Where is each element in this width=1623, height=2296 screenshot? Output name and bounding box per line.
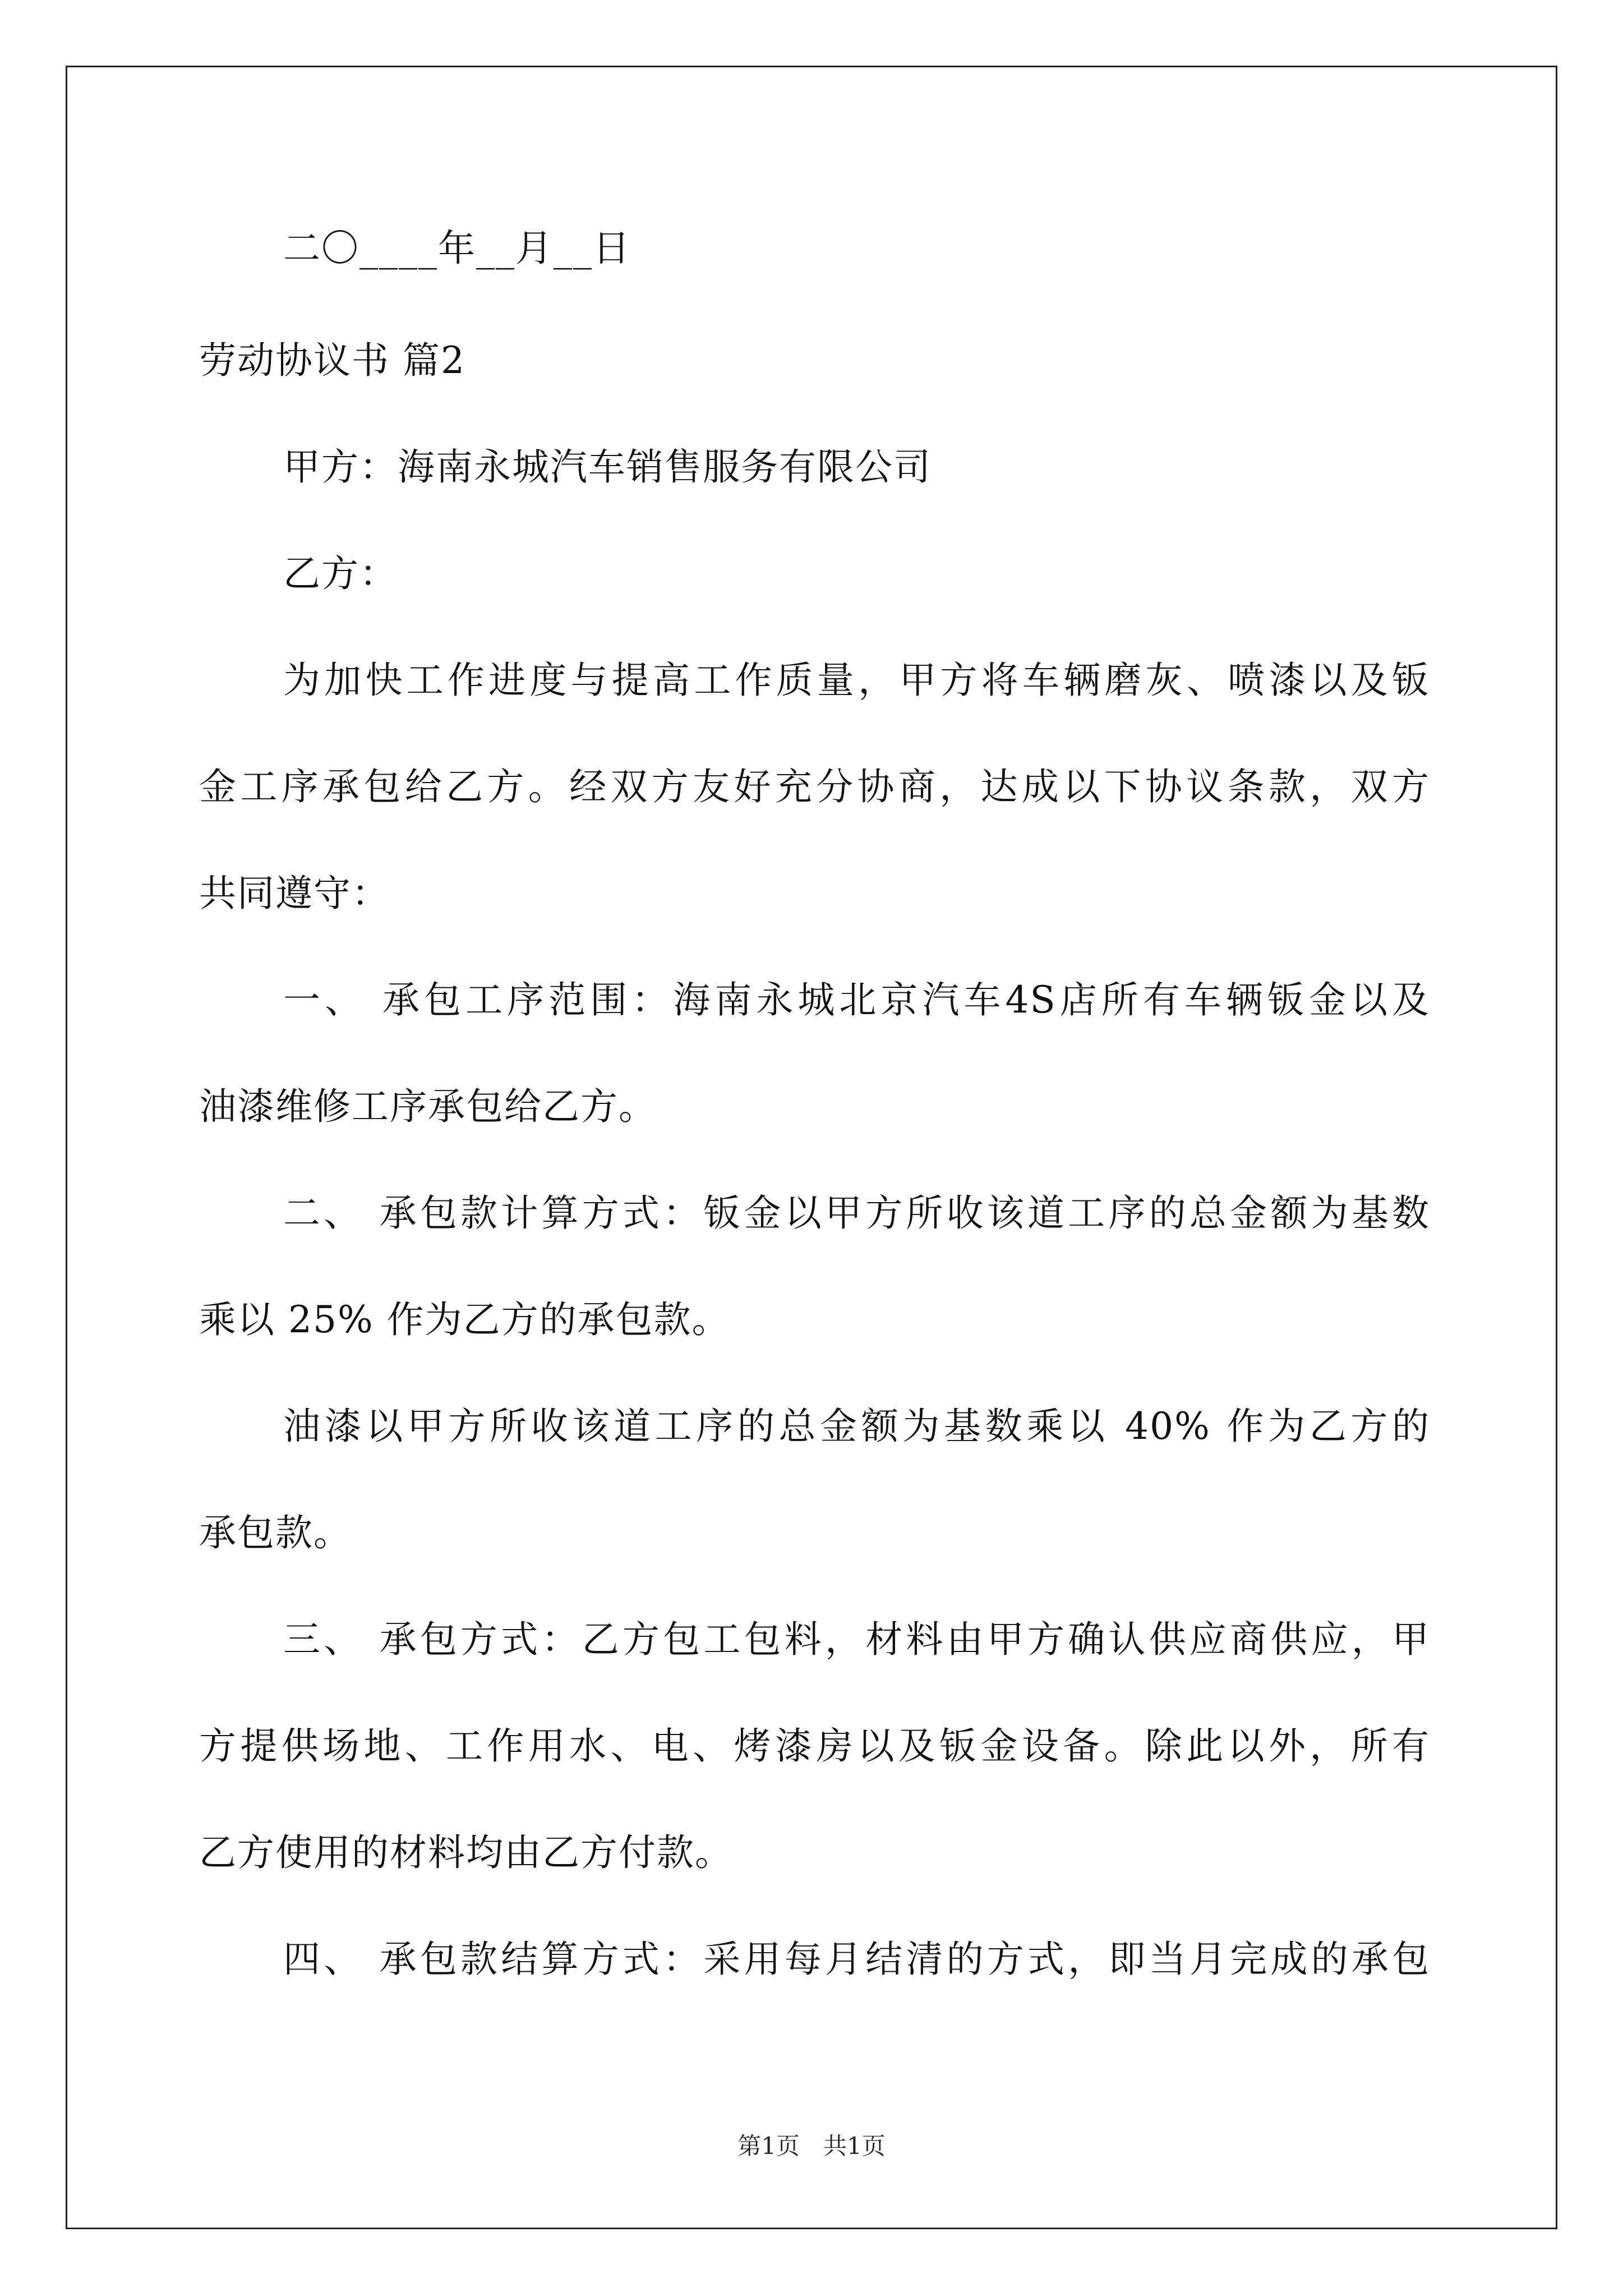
party-b-line: 乙方： [283, 552, 398, 595]
clause-line: 油漆以甲方所收该道工序的总金额为基数乘以 40% 作为乙方的 [283, 1405, 1430, 1448]
paragraph-line: 为加快工作进度与提高工作质量，甲方将车辆磨灰、喷漆以及钣 [283, 659, 1430, 702]
party-a-line: 甲方：海南永城汽车销售服务有限公司 [283, 445, 932, 489]
clause-line: 承包款。 [199, 1511, 352, 1554]
clause-line: 乙方使用的材料均由乙方付款。 [199, 1831, 733, 1874]
clause-line: 三、 承包方式：乙方包工包料，材料由甲方确认供应商供应，甲 [283, 1618, 1430, 1661]
clause-line: 油漆维修工序承包给乙方。 [199, 1085, 657, 1128]
page-border [66, 66, 1557, 2229]
clause-line: 一、 承包工序范围：海南永城北京汽车4S店所有车辆钣金以及 [283, 978, 1430, 1022]
page-number-footer: 第1页 共1页 [737, 2132, 886, 2160]
paragraph-line: 共同遵守： [199, 872, 390, 915]
section-title: 劳动协议书 篇2 [199, 339, 465, 382]
paragraph-line: 金工序承包给乙方。经双方友好充分协商，达成以下协议条款，双方 [199, 765, 1430, 808]
clause-line: 四、 承包款结算方式：采用每月结清的方式，即当月完成的承包 [283, 1938, 1430, 1981]
clause-line: 二、 承包款计算方式：钣金以甲方所收该道工序的总金额为基数 [283, 1191, 1430, 1235]
clause-line: 方提供场地、工作用水、电、烤漆房以及钣金设备。除此以外，所有 [199, 1724, 1430, 1768]
clause-line: 乘以 25% 作为乙方的承包款。 [199, 1298, 730, 1341]
date-line: 二〇____年__月__日 [283, 227, 631, 270]
